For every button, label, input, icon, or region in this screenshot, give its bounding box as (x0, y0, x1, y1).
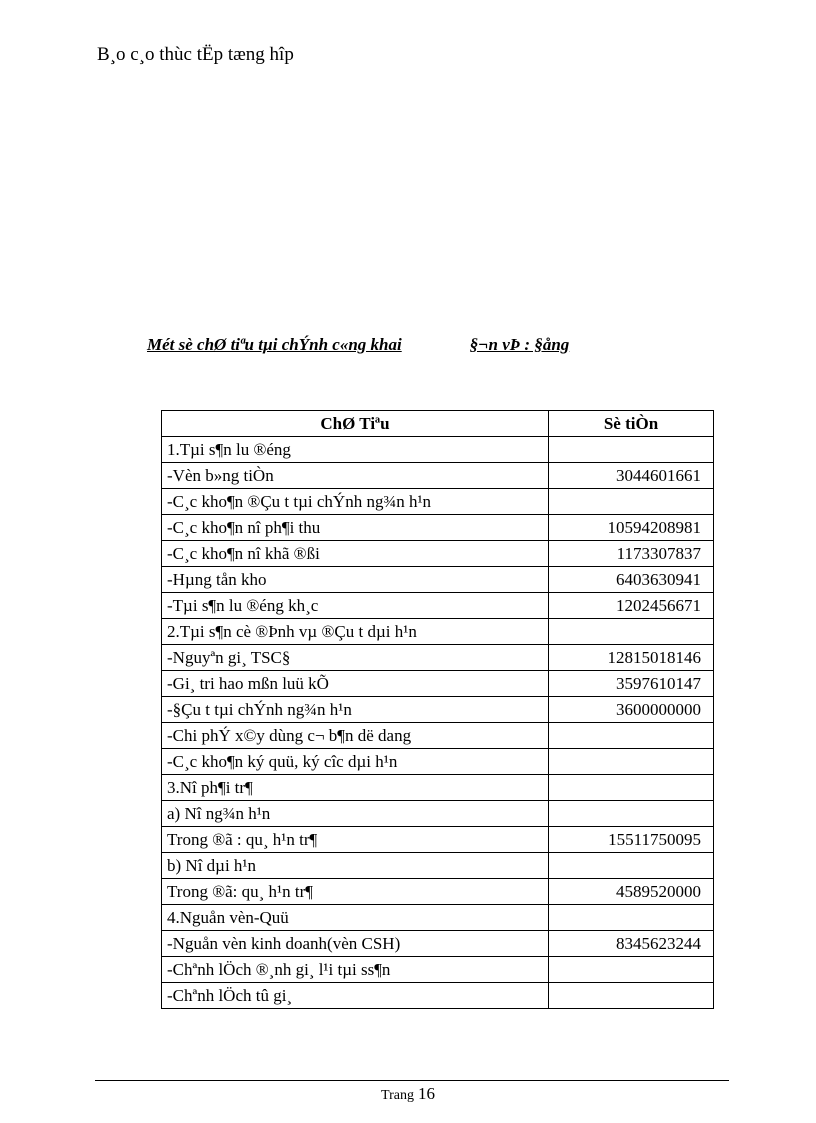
row-label: -Chªnh lÖch ®¸nh gi¸ l¹i tµi ss¶n (162, 957, 549, 983)
table-row (162, 983, 714, 1009)
row-label: -Chªnh lÖch tû gi¸ (162, 983, 549, 1009)
row-label: Trong ®ã : qu¸ h¹n tr¶ (162, 827, 549, 853)
row-label: -C¸c kho¶n nî ph¶i thu (162, 515, 549, 541)
row-value (549, 957, 714, 983)
table-row (162, 619, 714, 645)
row-label: -Vèn b»ng tiÒn (162, 463, 549, 489)
row-value: 8345623244 (549, 931, 714, 957)
table-row (162, 463, 714, 489)
row-value: 1173307837 (549, 541, 714, 567)
table-row (162, 853, 714, 879)
row-label: 2.Tµi s¶n cè ®Þnh vµ ®Çu t dµi h¹n (162, 619, 549, 645)
table-row (162, 645, 714, 671)
row-value: 15511750095 (549, 827, 714, 853)
row-value: 3597610147 (549, 671, 714, 697)
row-value (549, 437, 714, 463)
document-header-title: B¸o c¸o thùc tËp tæng hîp (97, 44, 294, 65)
financial-table (161, 410, 714, 1009)
row-value: 3600000000 (549, 697, 714, 723)
row-label: -C¸c kho¶n ®Çu t tµi chÝnh ng¾n h¹n (162, 489, 549, 515)
table-row (162, 489, 714, 515)
row-value (549, 749, 714, 775)
row-label: 1.Tµi s¶n lu ®éng (162, 437, 549, 463)
row-label: -Chi phÝ x©y dùng c¬ b¶n dë dang (162, 723, 549, 749)
column-header-indicator: ChØ Tiªu (162, 411, 549, 437)
row-value: 12815018146 (549, 645, 714, 671)
table-row (162, 723, 714, 749)
footer-divider (95, 1080, 729, 1081)
table-row (162, 515, 714, 541)
page-label: Trang (381, 1088, 414, 1103)
row-label: -§Çu t tµi chÝnh ng¾n h¹n (162, 697, 549, 723)
table-row (162, 879, 714, 905)
row-label: -Tµi s¶n lu ®éng kh¸c (162, 593, 549, 619)
row-value (549, 983, 714, 1009)
table-row (162, 749, 714, 775)
row-label: -Nguån vèn kinh doanh(vèn CSH) (162, 931, 549, 957)
unit-label: §¬n vÞ : §ång (469, 335, 570, 354)
column-header-amount: Sè tiÒn (549, 411, 714, 437)
table-row (162, 697, 714, 723)
row-value: 10594208981 (549, 515, 714, 541)
table-row (162, 567, 714, 593)
row-value (549, 775, 714, 801)
table-header-row (162, 411, 714, 437)
row-value (549, 905, 714, 931)
page-footer (0, 1084, 816, 1104)
row-value: 4589520000 (549, 879, 714, 905)
table-row (162, 775, 714, 801)
table-row (162, 931, 714, 957)
row-value: 1202456671 (549, 593, 714, 619)
row-label: b) Nî dµi h¹n (162, 853, 549, 879)
row-value (549, 723, 714, 749)
row-label: -Nguyªn gi¸ TSC§ (162, 645, 549, 671)
table-row (162, 671, 714, 697)
row-value: 6403630941 (549, 567, 714, 593)
row-label: a) Nî ng¾n h¹n (162, 801, 549, 827)
page-number: 16 (417, 1084, 435, 1103)
section-title (147, 335, 569, 355)
row-value (549, 489, 714, 515)
row-value (549, 801, 714, 827)
row-label: -C¸c kho¶n ký quü, ký cîc dµi h¹n (162, 749, 549, 775)
table-row (162, 437, 714, 463)
row-label: 4.Nguån vèn-Quü (162, 905, 549, 931)
row-value (549, 619, 714, 645)
row-value (549, 853, 714, 879)
table-row (162, 541, 714, 567)
table-row (162, 801, 714, 827)
table-row (162, 593, 714, 619)
table-row (162, 957, 714, 983)
row-label: Trong ®ã: qu¸ h¹n tr¶ (162, 879, 549, 905)
row-label: -Gi¸ tri hao mßn luü kÕ (162, 671, 549, 697)
section-title-left: Mét sè chØ tiªu tµi chÝnh c«ng khai (147, 335, 402, 354)
table-row (162, 827, 714, 853)
row-label: 3.Nî ph¶i tr¶ (162, 775, 549, 801)
row-label: -Hµng tån kho (162, 567, 549, 593)
row-label: -C¸c kho¶n nî khã ®ßi (162, 541, 549, 567)
row-value: 3044601661 (549, 463, 714, 489)
table-row (162, 905, 714, 931)
